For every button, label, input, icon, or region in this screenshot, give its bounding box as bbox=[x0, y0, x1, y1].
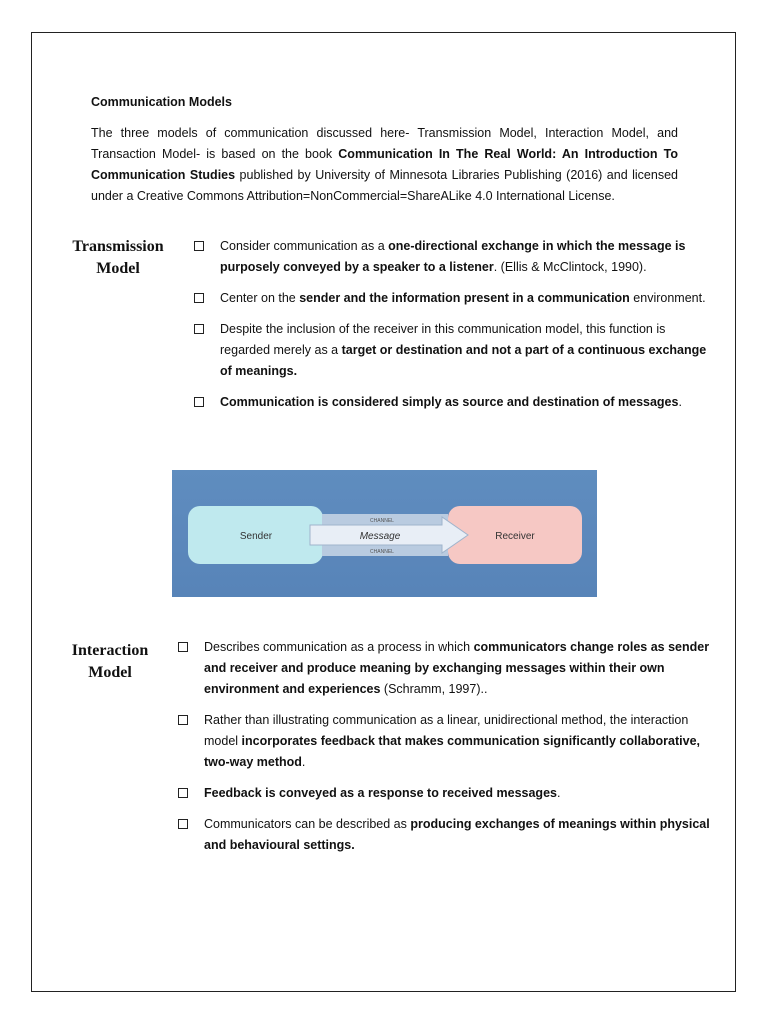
list-item: Despite the inclusion of the receiver in this communication model, this function is regarded merely as a target or destination and not a part of a continuous exchange of meanings. bbox=[194, 319, 714, 382]
list-item: Communication is considered simply as source and destination of messages. bbox=[194, 392, 714, 413]
transmission-model-label bbox=[64, 236, 172, 280]
transmission-label-line1: Transmission bbox=[72, 238, 164, 255]
channel-label-top: CHANNEL bbox=[370, 518, 394, 524]
interaction-bullet-list bbox=[178, 637, 714, 866]
document-title: Communication Models bbox=[91, 95, 232, 109]
list-item: Describes communication as a process in which communicators change roles as sender and receiver and produce meaning by exchanging messages within their own environment and experiences (Schramm, 1997).. bbox=[178, 637, 714, 700]
list-item: Rather than illustrating communication as a linear, unidirectional method, the interaction model incorporates feedback that makes communication significantly collaborative, two-way method. bbox=[178, 710, 714, 773]
book-title: Communication In The Real World: An Introduction To Communication Studies bbox=[91, 147, 678, 182]
transmission-model-diagram bbox=[172, 470, 597, 597]
diagram-svg bbox=[172, 470, 597, 597]
checkbox-bullet-icon bbox=[178, 819, 188, 829]
checkbox-bullet-icon bbox=[194, 293, 204, 303]
list-item: Communicators can be described as producing exchanges of meanings within physical and behavioural settings. bbox=[178, 814, 714, 856]
channel-label-bottom: CHANNEL bbox=[370, 549, 394, 555]
checkbox-bullet-icon bbox=[194, 397, 204, 407]
checkbox-bullet-icon bbox=[194, 241, 204, 251]
interaction-label-line2: Model bbox=[88, 664, 132, 681]
interaction-model-label bbox=[64, 640, 156, 684]
checkbox-bullet-icon bbox=[194, 324, 204, 334]
list-item: Feedback is conveyed as a response to received messages. bbox=[178, 783, 714, 804]
intro-text-2: published by University of Minnesota Libraries Publishing (2016) and licensed under a Creative Commons Attribution=NonCommercial=ShareALike 4.0 International License. bbox=[91, 168, 678, 203]
list-item: Consider communication as a one-directional exchange in which the message is purposely conveyed by a speaker to a listener. (Ellis & McClintock, 1990). bbox=[194, 236, 714, 278]
transmission-bullet-list bbox=[194, 236, 714, 423]
intro-paragraph bbox=[91, 123, 678, 207]
transmission-label-line2: Model bbox=[96, 260, 140, 277]
checkbox-bullet-icon bbox=[178, 788, 188, 798]
receiver-label: Receiver bbox=[495, 531, 535, 542]
interaction-label-line1: Interaction bbox=[71, 642, 149, 659]
checkbox-bullet-icon bbox=[178, 642, 188, 652]
list-item: Center on the sender and the information present in a communication environment. bbox=[194, 288, 714, 309]
checkbox-bullet-icon bbox=[178, 715, 188, 725]
message-label: Message bbox=[359, 531, 401, 542]
sender-label: Sender bbox=[239, 531, 273, 542]
intro-text-1: The three models of communication discussed here- Transmission Model, Interaction Model, and Transaction Model- is based on the book bbox=[91, 126, 678, 161]
